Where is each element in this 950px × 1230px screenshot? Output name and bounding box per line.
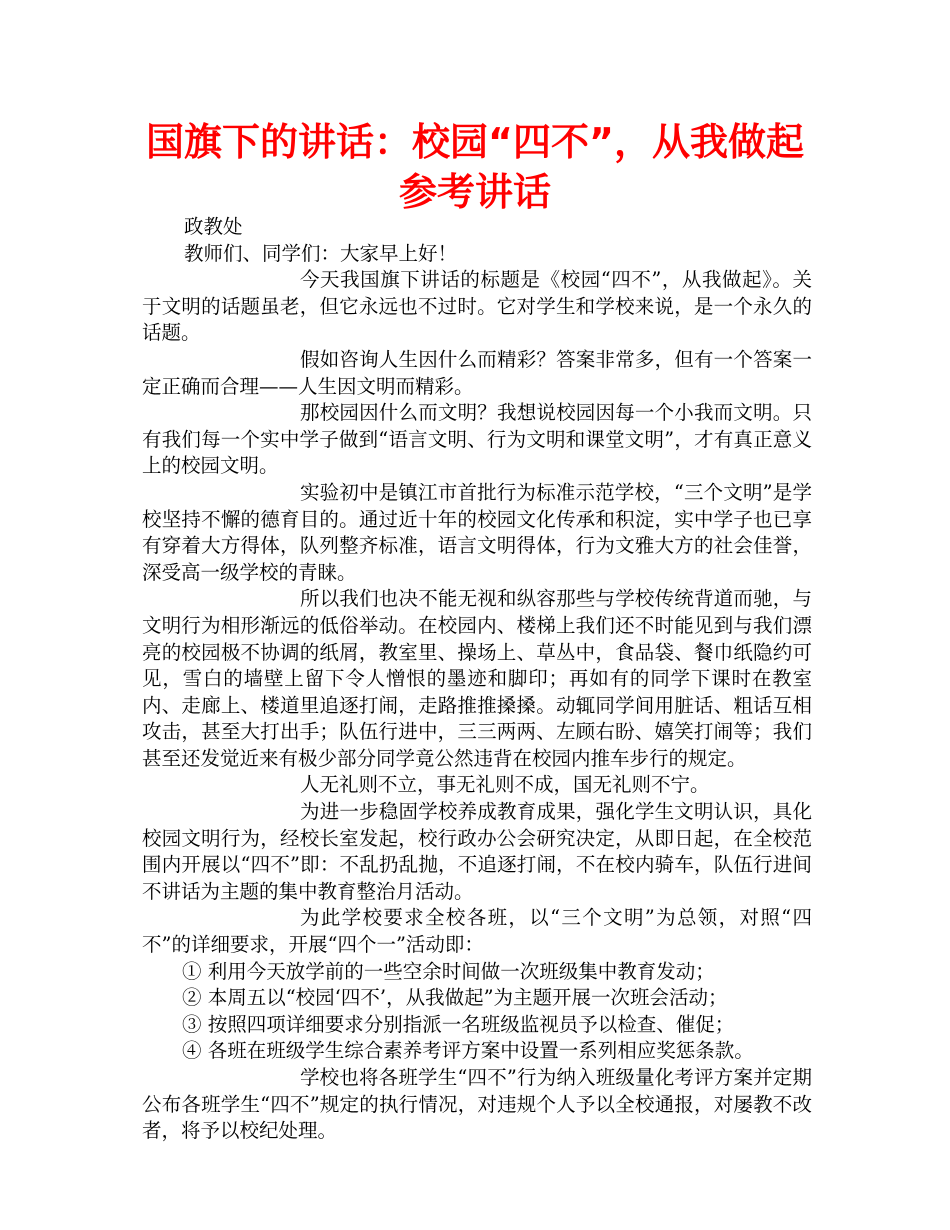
closing-paragraph: 学校也将各班学生“四不”行为纳入班级量化考评方案并定期公布各班学生“四不”规定的执行情况，对违规个人予以全校通报，对屡教不改者，将予以校纪处理。 <box>142 1066 812 1143</box>
paragraph: 今天我国旗下讲话的标题是《校园“四不”，从我做起》。关于文明的话题虽老，但它永远也不过时。它对学生和学校来说，是一个永久的话题。 <box>142 268 812 345</box>
list-item: ④ 各班在班级学生综合素养考评方案中设置一系列相应奖惩条款。 <box>182 1039 754 1063</box>
paragraph: 所以我们也决不能无视和纵容那些与学校传统背道而驰，与文明行为相形渐远的低俗举动。在校园内、楼梯上我们还不时能见到与我们漂亮的校园极不协调的纸屑，教室里、操场上、草丛中，食品袋、餐巾纸隐约可见，雪白的墙壁上留下令人憎恨的墨迹和脚印；再如有的同学下课时在教室内、走廊上、楼道里追逐打闹，走路推推搡搡。动辄同学间用脏话、粗话互相攻击，甚至大打出手；队伍行进中，三三两两、左顾右盼、嬉笑打闹等；我们甚至还发觉近来有极少部分同学竟公然违背在校园内推车步行的规定。 <box>142 587 812 770</box>
paragraph: 人无礼则不立，事无礼则不成，国无礼则不宁。 <box>300 773 710 797</box>
paragraph: 为进一步稳固学校养成教育成果，强化学生文明认识，具化校园文明行为，经校长室发起，校行政办公会研究决定，从即日起，在全校范围内开展以“四不”即：不乱扔乱抛，不追逐打闹，不在校内骑车，队伍行进间不讲话为主题的集中教育整治月活动。 <box>142 800 812 903</box>
list-item: ③ 按照四项详细要求分别指派一名班级监视员予以检查、催促； <box>182 1012 735 1036</box>
paragraph: 实验初中是镇江市首批行为标准示范学校，“三个文明”是学校坚持不懈的德育目的。通过近十年的校园文化传承和积淀，实中学子也已享有穿着大方得体，队列整齐标准，语言文明得体，行为文雅大方的社会佳誉，深受高一级学校的青睐。 <box>142 480 812 584</box>
document-subtitle: 参考讲话 <box>398 170 551 214</box>
paragraph: 那校园因什么而文明？我想说校园因每一个小我而文明。只有我们每一个实中学子做到“语言文明、行为文明和课堂文明”，才有真正意义上的校园文明。 <box>142 401 812 478</box>
paragraph: 为此学校要求全校各班，以“三个文明”为总领，对照“四不”的详细要求，开展“四个一”活动即： <box>142 906 812 957</box>
list-item: ② 本周五以“校园‘四不’，从我做起”为主题开展一次班会活动； <box>182 986 728 1010</box>
department-line: 政教处 <box>184 215 243 238</box>
list-item: ① 利用今天放学前的一些空余时间做一次班级集中教育发动； <box>182 959 715 983</box>
document-body <box>142 214 812 1145</box>
document-title: 国旗下的讲话：校园“四不”，从我做起 <box>146 120 804 164</box>
greeting-line: 教师们、同学们：大家早上好！ <box>184 241 458 265</box>
paragraph: 假如咨询人生因什么而精彩？答案非常多，但有一个答案一定正确而合理——人生因文明而精彩。 <box>142 347 812 398</box>
